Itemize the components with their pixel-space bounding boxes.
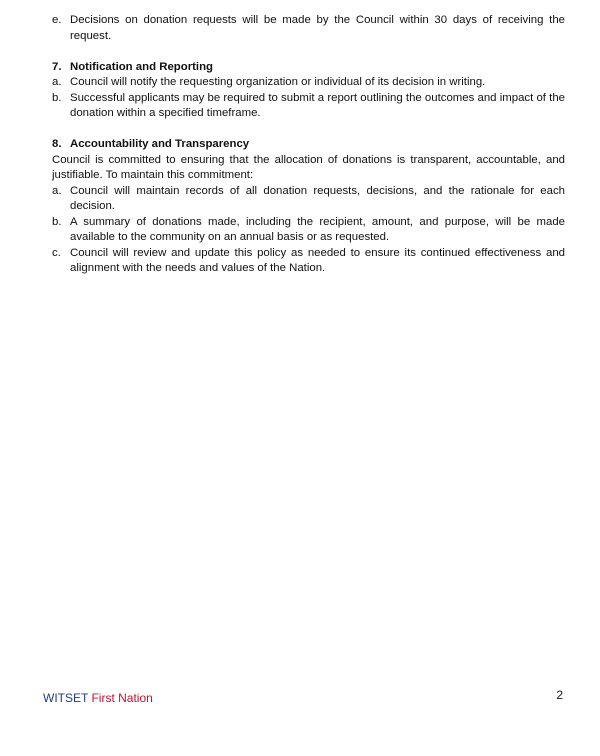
list-marker: a. bbox=[52, 76, 62, 88]
section-title: Notification and Reporting bbox=[70, 60, 214, 73]
list-item bbox=[52, 91, 565, 122]
list-item-text: Decisions on donation requests will be made by the Council within 30 days of receiving the request. bbox=[70, 14, 565, 42]
list-item-text: Council will notify the requesting organization or individual of its decision in writing. bbox=[70, 76, 486, 88]
section-number: 7. bbox=[52, 60, 62, 73]
footer-org-name: WITSET bbox=[43, 691, 89, 705]
list-item-text: Council will maintain records of all donation requests, decisions, and the rationale for each decision. bbox=[70, 184, 565, 212]
list-marker: b. bbox=[52, 91, 62, 104]
section-heading bbox=[52, 137, 565, 153]
list-marker: a. bbox=[52, 184, 62, 197]
spacer bbox=[52, 122, 565, 138]
section-heading bbox=[52, 60, 565, 76]
list-item bbox=[52, 184, 565, 215]
section-intro: Council is committed to ensuring that the allocation of donations is transparent, accountable, and justifiable. To maintain this commitment: bbox=[52, 153, 565, 181]
list-item bbox=[52, 13, 565, 44]
list-item bbox=[52, 215, 565, 246]
list-item bbox=[52, 246, 565, 277]
document-body bbox=[52, 13, 565, 277]
spacer bbox=[52, 44, 565, 60]
footer-organization bbox=[43, 691, 153, 705]
list-marker: e. bbox=[52, 14, 62, 26]
section-number: 8. bbox=[52, 138, 62, 150]
section-title: Accountability and Transparency bbox=[70, 138, 250, 150]
list-item bbox=[52, 75, 565, 91]
list-marker: b. bbox=[52, 215, 62, 228]
list-item-text: Council will review and update this policy as needed to ensure its continued effectiveness and alignment with the needs and values of the Nation. bbox=[70, 246, 565, 274]
list-marker: c. bbox=[52, 246, 61, 259]
footer-nation-name: First Nation bbox=[91, 691, 153, 705]
page-number: 2 bbox=[556, 688, 563, 702]
list-item-text: Successful applicants may be required to submit a report outlining the outcomes and impact of the donation within a specified timeframe. bbox=[70, 91, 565, 119]
list-item-text: A summary of donations made, including the recipient, amount, and purpose, will be made available to the community on an annual basis or as requested. bbox=[70, 215, 565, 243]
